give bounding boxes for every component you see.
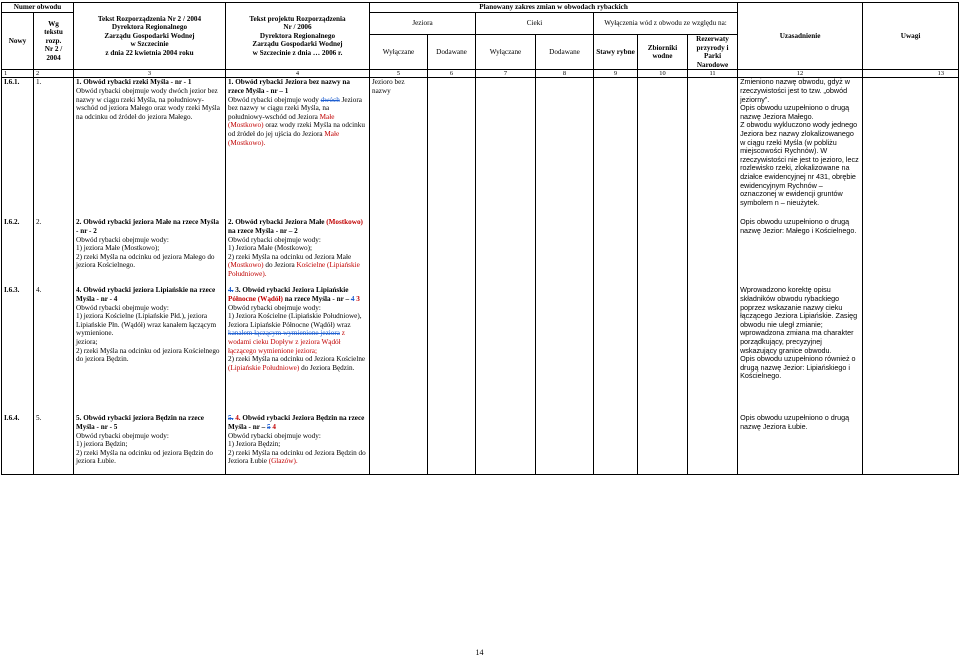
row-old-number: 4. (34, 286, 74, 414)
col-num: 11 (688, 70, 738, 78)
header-uwagi: Uwagi (863, 3, 959, 70)
header-cieki-wylaczane: Wyłączane (476, 35, 536, 70)
col-num: 4 (226, 70, 370, 78)
col-num: 5 (370, 70, 428, 78)
row-old-number: 5. (34, 414, 74, 475)
row-nowy-number: I.6.4. (2, 414, 34, 475)
header-jeziora: Jeziora (370, 13, 476, 35)
header-zbiorniki-wodne: Zbiorniki wodne (638, 35, 688, 70)
row-uzasadnienie: Wprowadzono korektę opisu składników obwodu rybackiego poprzez wskazanie nazwy cieku łączącego Jeziora Lipiańskie. Zasięg obwodu nie uległ zmianie; wprowadzona zmiana ma charakter porządkujący, precyzyjnej wskazujący granice obwodu. Opis obwodu uzupełniono również o drugą nazwę Jezior: Lipiańskiego i Kościelnego. (738, 286, 863, 414)
row-rozporzadzenie-text: 2. Obwód rybacki jeziora Małe na rzece Myśla - nr - 2 Obwód rybacki obejmuje wody: 1) jeziora Małe (Mostkowo); 2) rzeki Myśla na odcinku od jeziora Małego do jeziora Kościelnego. (74, 218, 226, 286)
row-old-number: 2. (34, 218, 74, 286)
col-num: 2 (34, 70, 74, 78)
col-num: 10 (638, 70, 688, 78)
header-nowy: Nowy (2, 13, 34, 70)
changes-table (1, 2, 959, 475)
row-jeziora-wylaczane: Jezioro bez nazwy (370, 78, 428, 219)
col-num: 7 (476, 70, 536, 78)
header-rezerwaty: Rezerwaty przyrody i Parki Narodowe (688, 35, 738, 70)
col-num: 8 (536, 70, 594, 78)
table-row (2, 286, 959, 414)
row-projekt-text: 5. 4. Obwód rybacki Jeziora Będzin na rzece Myśla - nr – 5 4 Obwód rybacki obejmuje wody: 1) Jeziora Będzin; 2) rzeki Myśla na odcinku od Jeziora Będzin do Jeziora Łubie (Glazów). (226, 414, 370, 475)
row-uzasadnienie: Zmieniono nazwę obwodu, gdyż w rzeczywistości jest to tzw. „obwód jeziorny”. Opis obwodu uzupełniono o drugą nazwę Jeziora Małego. Z obwodu wykluczono wody jednego Jeziora bez nazwy zlokalizowanego w ciągu rzeki Myśla (w pobliżu miejscowości Rychnów). W rzeczywistości nie jest to jezioro, lecz rozlewisko rzeki, zlokalizowane na działce ewidencyjnej nr 431, obrębie ewidencyjnym Rychnów – oznaczonej w ewidencji gruntów symbolem n – nieużytek. (738, 78, 863, 219)
header-wg-tekstu: Wg tekstu rozp. Nr 2 / 2004 (34, 13, 74, 70)
header-tekst-projektu: Tekst projektu Rozporządzenia Nr / 2006 Dyrektora Regionalnego Zarządu Gospodarki Wodnej w Szczecinie z dnia … 2006 r. (226, 3, 370, 70)
table-row (2, 414, 959, 475)
row-projekt-text: 2. Obwód rybacki Jeziora Małe (Mostkowo) na rzece Myśla - nr – 2 Obwód rybacki obejmuje wody: 1) Jeziora Małe (Mostkowo); 2) rzeki Myśla na odcinku od Jeziora Małe (Mostkowo) do Jeziora Kościelne (Lipiańskie Południowe). (226, 218, 370, 286)
col-num: 6 (428, 70, 476, 78)
header-cieki: Cieki (476, 13, 594, 35)
header-numer-obwodu: Numer obwodu (2, 3, 74, 13)
header-stawy-rybne: Stawy rybne (594, 35, 638, 70)
col-num: 3 (74, 70, 226, 78)
row-nowy-number: I.6.2. (2, 218, 34, 286)
col-num: 9 (594, 70, 638, 78)
table-row (2, 218, 959, 286)
row-nowy-number: I.6.3. (2, 286, 34, 414)
page-number: 14 (475, 648, 484, 657)
col-num: 13 (863, 70, 959, 78)
header-wylaczenia: Wyłączenia wód z obwodu ze względu na: (594, 13, 738, 35)
row-rozporzadzenie-text: 1. Obwód rybacki rzeki Myśla - nr - 1 Obwód rybacki obejmuje wody dwóch jezior bez nazwy w ciągu rzeki Myśla, na południowy-wschód od jeziora Małego oraz wody rzeki Myśla na odcinku od źródeł do jeziora Małego. (74, 78, 226, 219)
row-projekt-text: 4. 3. Obwód rybacki Jeziora Lipiańskie Północne (Wądół) na rzece Myśla - nr – 4 3 Obwód rybacki obejmuje wody: 1) Jeziora Kościelne (Lipiańskie Południowe), Jeziora Lipiańskie Północne (Wądół) wraz kanałem łączącym wymienione jeziora z wodami cieku Dopływ z jeziora Wądół łączącego wymienione jeziora; 2) rzeki Myśla na odcinku od Jeziora Kościelne (Lipiańskie Południowe) do Jeziora Będzin. (226, 286, 370, 414)
header-planowany-zakres: Planowany zakres zmian w obwodach rybackich (370, 3, 738, 13)
header-tekst-rozporzadzenia: Tekst Rozporządzenia Nr 2 / 2004 Dyrektora Regionalnego Zarządu Gospodarki Wodnej w Szczecinie z dnia 22 kwietnia 2004 roku (74, 3, 226, 70)
header-cieki-dodawane: Dodawane (536, 35, 594, 70)
row-uzasadnienie: Opis obwodu uzupełniono o drugą nazwę Jeziora Łubie. (738, 414, 863, 475)
row-old-number: 1. (34, 78, 74, 219)
header-jeziora-wylaczane: Wyłączane (370, 35, 428, 70)
row-projekt-text: 1. Obwód rybacki Jeziora bez nazwy na rzece Myśla - nr – 1 Obwód rybacki obejmuje wody dwóch Jeziora bez nazwy w ciągu rzeki Myśla, na południowy-wschód od Jeziora Małe (Mostkowo) oraz wody rzeki Myśla na odcinku od źródeł do jej ujścia do Jeziora Małe (Mostkowo). (226, 78, 370, 219)
row-nowy-number: I.6.1. (2, 78, 34, 219)
col-num: 1 (2, 70, 34, 78)
row-uzasadnienie: Opis obwodu uzupełniono o drugą nazwę Jezior: Małego i Kościelnego. (738, 218, 863, 286)
table-row (2, 78, 959, 219)
header-jeziora-dodawane: Dodawane (428, 35, 476, 70)
col-num: 12 (738, 70, 863, 78)
header-uzasadnienie: Uzasadnienie (738, 3, 863, 70)
row-rozporzadzenie-text: 5. Obwód rybacki jeziora Będzin na rzece Myśla - nr - 5 Obwód rybacki obejmuje wody: 1) jeziora Będzin; 2) rzeki Myśla na odcinku od jeziora Będzin do jeziora Łubie. (74, 414, 226, 475)
row-rozporzadzenie-text: 4. Obwód rybacki jeziora Lipiańskie na rzece Myśla - nr - 4 Obwód rybacki obejmuje wody: 1) jeziora Kościelne (Lipiańskie Płd.), jeziora Lipiańskie Płn. (Wądół) wraz kanałem łączącym wymienione. jeziora; 2) rzeki Myśla na odcinku od jeziora Kościelnego do jeziora Będzin. (74, 286, 226, 414)
